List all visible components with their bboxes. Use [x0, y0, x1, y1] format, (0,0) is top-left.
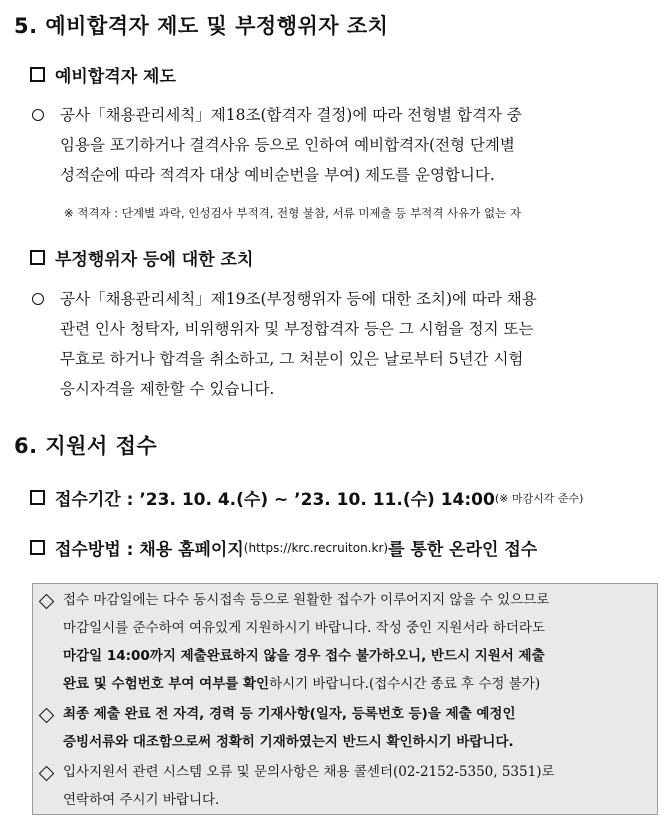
notice-line-4	[63, 670, 540, 698]
reserve-line-1: 공사「채용관리세칙」제18조(합격자 결정)에 따라 전형별 합격자 중	[60, 106, 522, 124]
period-heading	[30, 485, 583, 510]
misconduct-line-4: 응시자격을 제한할 수 있습니다.	[60, 380, 275, 398]
notice-line-4-rest: 하시기 바랍니다.(접수시간 종료 후 수정 불가)	[269, 676, 541, 692]
notice-line-2: 마감일시를 준수하여 여유있게 지원하시기 바랍니다. 작성 중인 지원서라 하더라도	[63, 620, 546, 636]
reserve-line-3: 성적순에 따라 적격자 대상 예비순번을 부여) 제도를 운영합니다.	[60, 166, 495, 184]
misconduct-line-2: 관련 인사 청탁자, 비위행위자 및 부정합격자 등은 그 시험을 정지 또는	[60, 320, 534, 338]
section-6-title: 6. 지원서 접수	[14, 434, 158, 458]
notice-line-6-bold: 증빙서류와 대조함으로써 정확히 기재하였는지 반드시 확인하시기 바랍니다.	[63, 734, 514, 750]
notice-line-8: 연락하여 주시기 바랍니다.	[63, 792, 220, 808]
diamond-bullet-icon	[39, 594, 55, 610]
notice-line-5	[63, 700, 515, 728]
checkbox-square-icon	[30, 540, 45, 555]
section-5-title: 5. 예비합격자 제도 및 부정행위자 조치	[14, 14, 389, 38]
method-label: 접수방법 : 채용 홈페이지	[55, 540, 244, 560]
method-heading	[30, 535, 537, 560]
bullet-circle-icon	[32, 109, 44, 121]
notice-line-4-bold: 완료 및 수험번호 부여 여부를 확인	[63, 676, 270, 692]
notice-line-6	[63, 728, 514, 756]
reserve-paragraph	[60, 100, 658, 190]
notice-line-7: 입사지원서 관련 시스템 오류 및 문의사항은 채용 콜센터(02-2152-5350, 5351)로	[63, 764, 555, 780]
checkbox-square-icon	[30, 490, 45, 505]
notice-line-1: 접수 마감일에는 다수 동시접속 등으로 원활한 접수가 이루어지지 않을 수 있으므로	[63, 592, 550, 608]
reserve-heading-text: 예비합격자 제도	[55, 67, 176, 87]
diamond-bullet-icon	[39, 766, 55, 782]
misconduct-paragraph	[60, 284, 658, 404]
misconduct-heading	[30, 245, 253, 270]
notice-line-3-bold: 마감일 14:00까지 제출완료하지 않을 경우 접수 불가하오니, 반드시 지원서 제출	[63, 648, 545, 664]
method-url: (https://krc.recruiton.kr)	[243, 540, 389, 555]
period-label: 접수기간 : ’23. 10. 4.(수) ~ ’23. 10. 11.(수) 14:00	[55, 490, 495, 510]
reserve-heading	[30, 62, 176, 87]
reserve-note: ※ 적격자 : 단계별 과락, 인성검사 부적격, 전형 불참, 서류 미제출 등 부적격 사유가 없는 자	[64, 206, 522, 220]
checkbox-square-icon	[30, 67, 45, 82]
notice-line-5-bold: 최종 제출 완료 전 자격, 경력 등 기재사항(일자, 등록번호 등)을 제출 예정인	[63, 706, 516, 722]
period-note: (※ 마감시각 준수)	[494, 491, 584, 505]
checkbox-square-icon	[30, 250, 45, 265]
diamond-bullet-icon	[39, 708, 55, 724]
misconduct-line-3: 무효로 하거나 합격을 취소하고, 그 처분이 있은 날로부터 5년간 시험	[60, 350, 524, 368]
reserve-line-2: 임용을 포기하거나 결격사유 등으로 인하여 예비합격자(전형 단계별	[60, 136, 515, 154]
method-label-after: 를 통한 온라인 접수	[388, 540, 538, 560]
misconduct-line-1: 공사「채용관리세칙」제19조(부정행위자 등에 대한 조치)에 따라 채용	[60, 290, 537, 308]
bullet-circle-icon	[32, 293, 44, 305]
notice-line-3	[63, 642, 545, 670]
notice-box	[32, 583, 658, 815]
misconduct-heading-text: 부정행위자 등에 대한 조치	[55, 250, 254, 270]
